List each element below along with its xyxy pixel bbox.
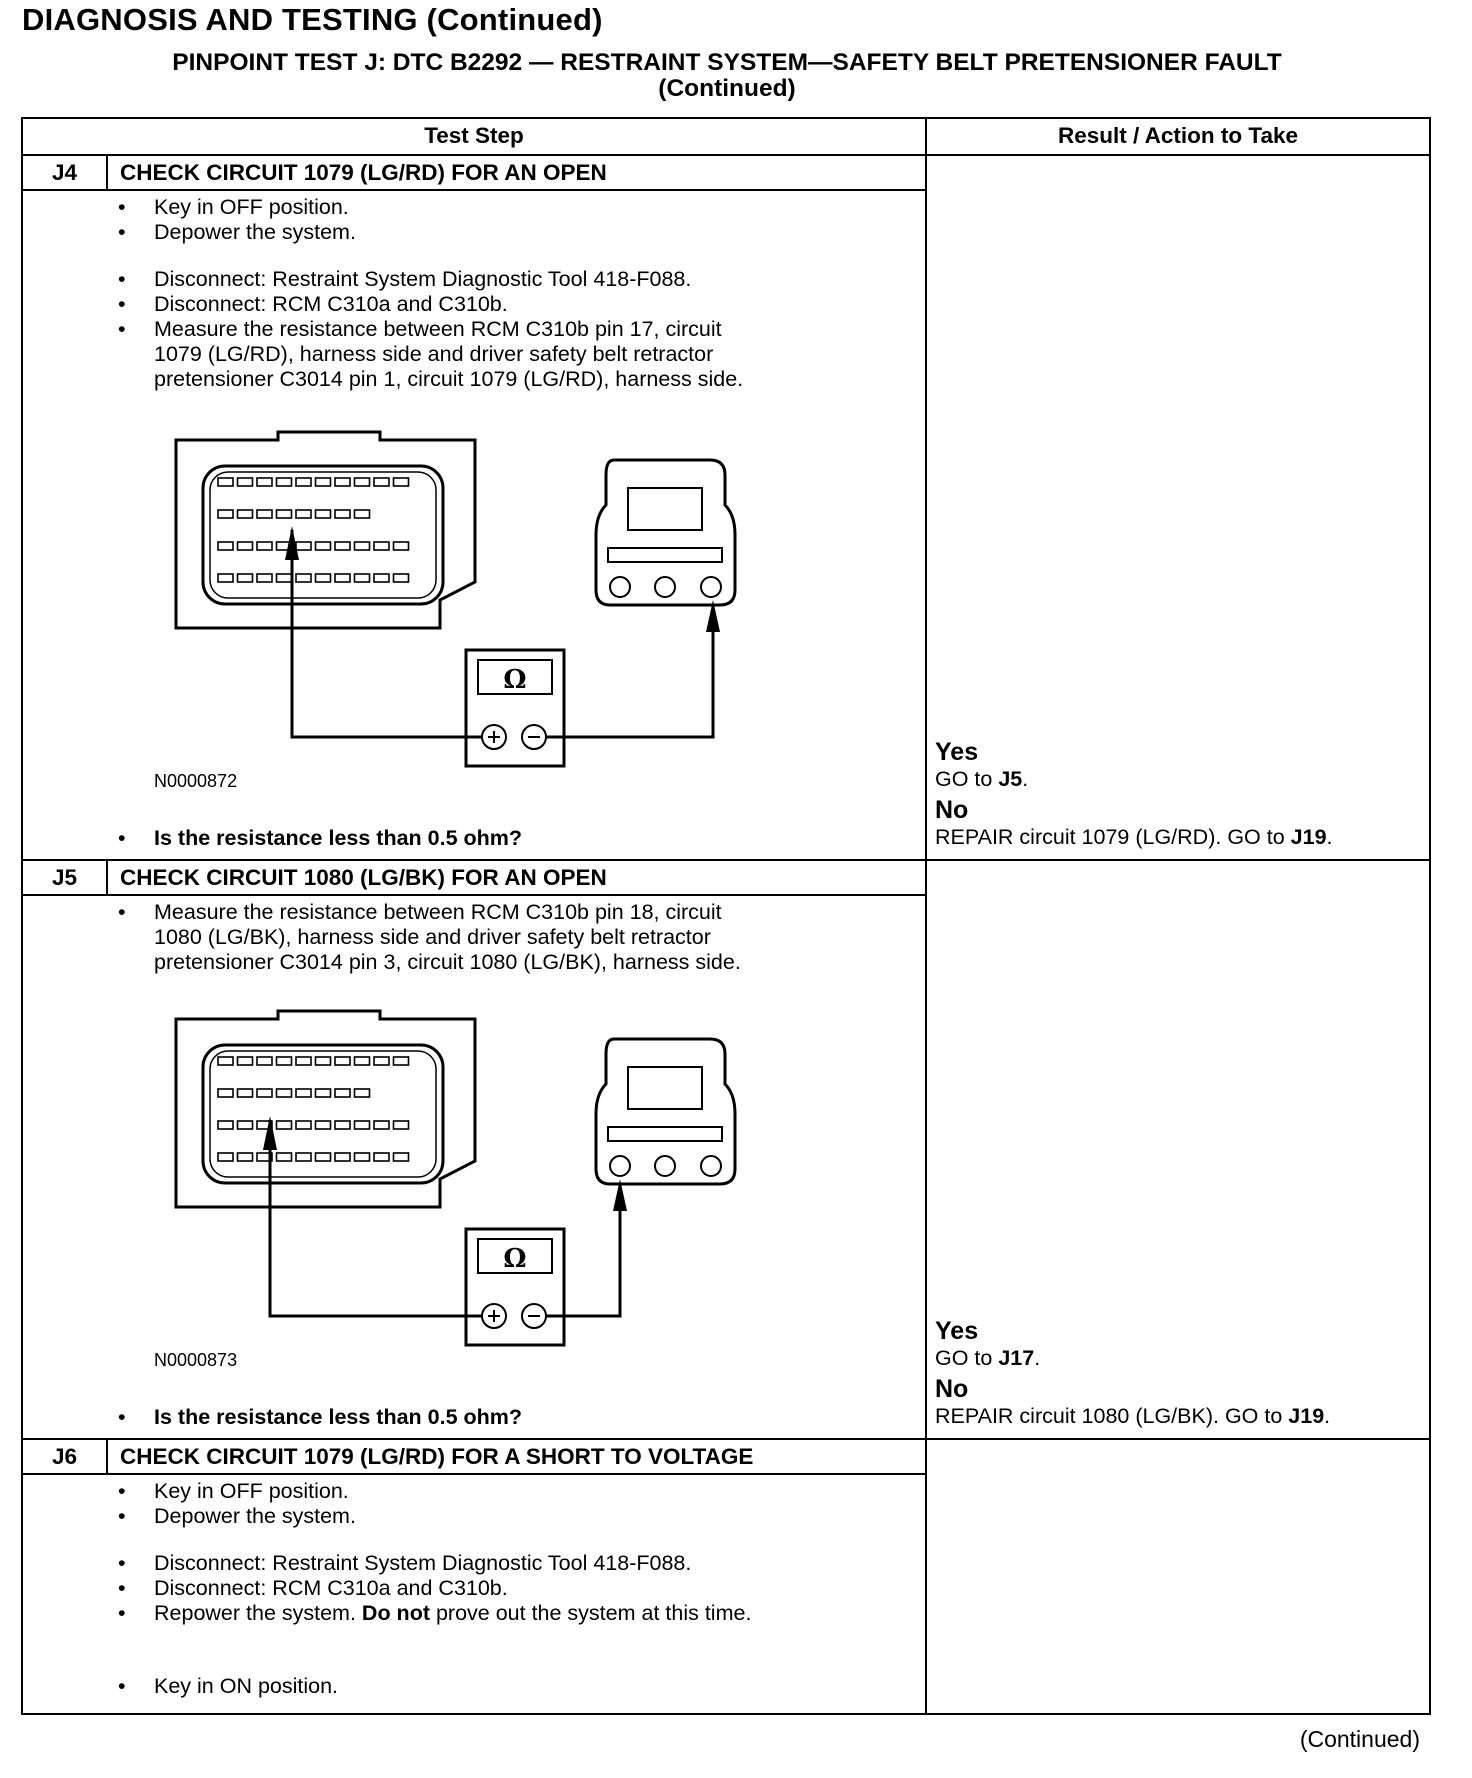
step-id-j6: J6 — [51, 1444, 78, 1469]
connector-pin — [394, 1153, 409, 1161]
result-yes-action: GO to J17. — [935, 1346, 1041, 1370]
result-no-label: No — [935, 796, 969, 824]
column-header-test-step: Test Step — [424, 123, 524, 148]
instruction-line: Measure the resistance between RCM C310b pin 17, circuit — [154, 317, 722, 341]
connector-pin — [335, 1089, 350, 1097]
goto-step-link[interactable]: J19 — [1288, 1404, 1325, 1428]
emphasis-text: Do not — [361, 1601, 430, 1625]
instruction-item: • Key in ON position. — [118, 1674, 751, 1699]
test-leads — [270, 1120, 620, 1316]
connector-pin — [394, 1121, 409, 1129]
page-title: DIAGNOSIS AND TESTING (Continued) — [22, 2, 603, 37]
connector-pin — [277, 1089, 292, 1097]
instruction-line: pretensioner C3014 pin 1, circuit 1079 (LG/RD), harness side. — [154, 367, 744, 391]
connector-pin — [218, 1121, 233, 1129]
instruction-line: 1080 (LG/BK), harness side and driver safety belt retractor — [154, 925, 711, 949]
instruction-line: pretensioner C3014 pin 3, circuit 1080 (LG/BK), harness side. — [154, 950, 741, 974]
step-question-j4: • Is the resistance less than 0.5 ohm? — [118, 826, 522, 851]
rcm-pin-rows — [218, 1057, 409, 1161]
connector-pin — [316, 1089, 331, 1097]
connector-pin — [218, 1057, 233, 1065]
instruction-line: 1079 (LG/RD), harness side and driver safety belt retractor — [154, 342, 714, 366]
connector-pin — [296, 1057, 311, 1065]
connector-pin — [316, 1121, 331, 1129]
result-no-action: REPAIR circuit 1079 (LG/RD). GO to J19. — [935, 825, 1333, 849]
result-j5 — [935, 1317, 1330, 1429]
connector-pin — [238, 1057, 253, 1065]
result-no-label: No — [935, 1375, 969, 1403]
connector-pin — [374, 1057, 389, 1065]
connector-pin — [335, 1153, 350, 1161]
step-title-j5: CHECK CIRCUIT 1080 (LG/BK) FOR AN OPEN — [120, 865, 607, 890]
rcm-connector-c310b — [176, 1011, 475, 1207]
connector-pin — [257, 1057, 272, 1065]
connector-pin — [257, 1089, 272, 1097]
instruction-item: • Depower the system. — [118, 220, 743, 245]
instruction-item: • Depower the system. — [118, 1504, 751, 1529]
subtitle-line: PINPOINT TEST J: DTC B2292 — RESTRAINT SYSTEM—SAFETY BELT PRETENSIONER FAULT — [172, 49, 1282, 76]
goto-step-link[interactable]: J5 — [998, 767, 1023, 791]
connector-pin — [335, 1121, 350, 1129]
result-no-action: REPAIR circuit 1080 (LG/BK). GO to J19. — [935, 1404, 1331, 1428]
connector-pin — [355, 1153, 370, 1161]
connector-pin — [277, 1153, 292, 1161]
connector-pin — [316, 1057, 331, 1065]
probe-arrowheads — [263, 1116, 627, 1211]
connector-pin — [316, 1153, 331, 1161]
result-yes-action: GO to J5. — [935, 767, 1029, 791]
instruction-line: Measure the resistance between RCM C310b pin 18, circuit — [154, 900, 722, 924]
connector-pin — [296, 1121, 311, 1129]
step-id-j5: J5 — [51, 865, 78, 890]
connector-pin — [374, 1153, 389, 1161]
step-id-j4: J4 — [51, 160, 78, 185]
instruction-item: • Disconnect: Restraint System Diagnostic Tool 418-F088. — [118, 267, 743, 292]
connector-pin — [296, 1089, 311, 1097]
connector-pin — [277, 1057, 292, 1065]
connector-pin — [296, 1153, 311, 1161]
connector-pin — [355, 1057, 370, 1065]
figure-id-j5: N0000873 — [154, 1350, 238, 1370]
result-yes-label: Yes — [935, 1317, 979, 1345]
continued-label: (Continued) — [1299, 1726, 1420, 1752]
connector-pin — [238, 1121, 253, 1129]
connector-pin — [355, 1089, 370, 1097]
subtitle-continued: (Continued) — [658, 75, 796, 102]
figure-id-j4: N0000872 — [154, 771, 238, 791]
connector-pin — [394, 1057, 409, 1065]
step-title-j4: CHECK CIRCUIT 1079 (LG/RD) FOR AN OPEN — [120, 160, 607, 185]
connector-pin — [277, 1121, 292, 1129]
instruction-item: • Key in OFF position. — [118, 1479, 751, 1504]
column-header-result: Result / Action to Take — [1057, 123, 1299, 148]
connector-pin — [355, 1121, 370, 1129]
connector-pin — [218, 1153, 233, 1161]
ohm-symbol: Ω — [503, 1244, 527, 1274]
instruction-item: • Disconnect: RCM C310a and C310b. — [118, 292, 743, 317]
connector-pin — [238, 1089, 253, 1097]
instruction-item: • Key in OFF position. — [118, 195, 743, 220]
step-instructions-j6 — [118, 1479, 751, 1699]
connector-pin — [238, 1153, 253, 1161]
connector-pin — [218, 1089, 233, 1097]
result-yes-label: Yes — [935, 738, 979, 766]
instruction-item: • Disconnect: Restraint System Diagnostic Tool 418-F088. — [118, 1551, 751, 1576]
goto-step-link[interactable]: J19 — [1290, 825, 1327, 849]
ohm-symbol: Ω — [503, 665, 527, 695]
step-question-j5: • Is the resistance less than 0.5 ohm? — [118, 1405, 522, 1430]
pretensioner-connector-c3014 — [596, 1039, 735, 1184]
connector-pin — [335, 1057, 350, 1065]
step-title-j6: CHECK CIRCUIT 1079 (LG/RD) FOR A SHORT TO VOLTAGE — [120, 1444, 754, 1469]
goto-step-link[interactable]: J17 — [998, 1346, 1035, 1370]
connector-pin — [374, 1121, 389, 1129]
instruction-item: • Disconnect: RCM C310a and C310b. — [118, 1576, 751, 1601]
instruction-item: • Repower the system. Do not prove out the system at this time. — [118, 1601, 751, 1626]
